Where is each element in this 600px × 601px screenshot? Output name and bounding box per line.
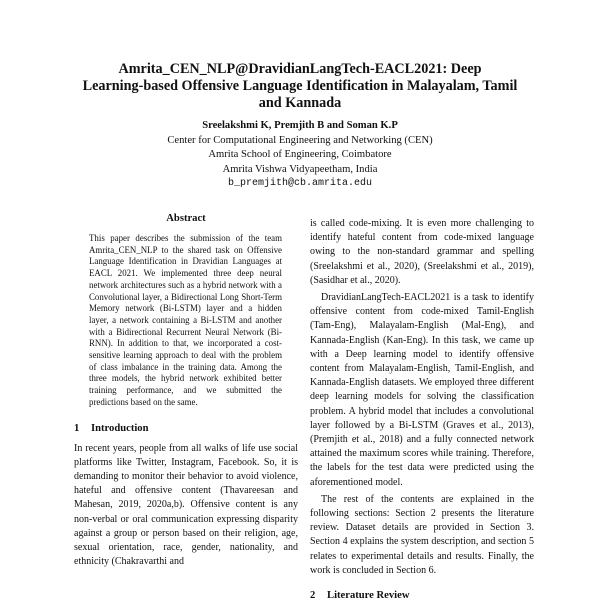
title-line: Learning-based Offensive Language Identification in Malayalam, Tamil [82, 78, 518, 94]
author-email: b_premjith@cb.amrita.edu [227, 178, 373, 190]
right-column [310, 217, 534, 601]
affiliation-line: Amrita School of Engineering, Coimbatore [208, 149, 392, 161]
title-line: Amrita_CEN_NLP@DravidianLangTech-EACL2021: Deep [118, 61, 482, 77]
section-number: 1 [74, 422, 80, 434]
author-block [60, 119, 540, 192]
affiliation-line: Center for Computational Engineering and Networking (CEN) [167, 134, 433, 146]
intro-paragraph-task: DravidianLangTech-EACL2021 is a task to identify offensive content from code-mixed Tamil-English (Tam-Eng), Malayalam-English (Mal-Eng), and Kannada-English (Kan-Eng). In this task, we came up with a Deep learning model to identify offensive content from Malayalam-English, Tamil-English, and Kannada-English datasets. We employed three different deep learning models for solving the classification problem. A hybrid model that includes a convolutional layer followed by a Bi-LSTM (Graves et al., 2013), (Premjith et al., 2018) and a fully connected network attained the maximum scores while training. Therefore, the labels for the test data were predicted using the aforementioned model. [310, 292, 534, 488]
intro-paragraph-outline: The rest of the contents are explained in the following sections: Section 2 presents the literature review. Dataset details are provided in Section 3. Section 4 explains the system description, and section 5 relates to experimental details and results. Finally, the work is concluded in Section 6. [310, 493, 534, 576]
intro-paragraph-continued: is called code-mixing. It is even more challenging to identify hateful content from code-mixed language owing to the non-standard grammar and spelling (Sreelakshmi et al., 2020), (Sreelakshmi et al., 2019), (Sasidhar et al., 2020). [310, 218, 534, 286]
left-column [74, 213, 298, 569]
section-heading-introduction [74, 423, 298, 434]
author-names: Sreelakshmi K, Premjith B and Soman K.P [202, 120, 398, 131]
title-line: and Kannada [258, 95, 342, 111]
section-heading-literature-review [310, 590, 534, 601]
paper-title [60, 61, 540, 112]
section-title: Introduction [91, 422, 149, 434]
intro-paragraph: In recent years, people from all walks of life use social platforms like Twitter, Instagram, Facebook. So, it is demanding to monitor their behavior to avoid violence, hateful and offensive content (Thavareesan and Mahesan, 2019, 2020a,b). Offensive content is any non-verbal or oral communication expressing disparity against a group or person based on their religion, age, sexual orientation, race, gender, nationality, and ethnicity (Chakravarthi and [74, 442, 298, 568]
section-number: 2 [310, 590, 316, 601]
abstract-text: This paper describes the submission of the team Amrita_CEN_NLP to the shared task on Offensive Language Identification in Dravidian Languages at EACL 2021. We implemented three deep neural network architectures such as a hybrid network with a Convolutional layer, a Bidirectional Long Short-Term Memory network (Bi-LSTM) layer and a hidden layer, a network containing a Bi-LSTM and another with a Bidirectional Recurrent Neural Network (Bi-RNN). In addition to that, we incorporated a cost-sensitive learning approach to deal with the problem of class imbalance in the training data. Among the three models, the hybrid network exhibited better training performance, and we submitted the predictions based on the same. [89, 233, 282, 407]
section-title: Literature Review [327, 590, 410, 601]
abstract-heading: Abstract [166, 213, 206, 224]
affiliation-line: Amrita Vishwa Vidyapeetham, India [222, 163, 378, 175]
